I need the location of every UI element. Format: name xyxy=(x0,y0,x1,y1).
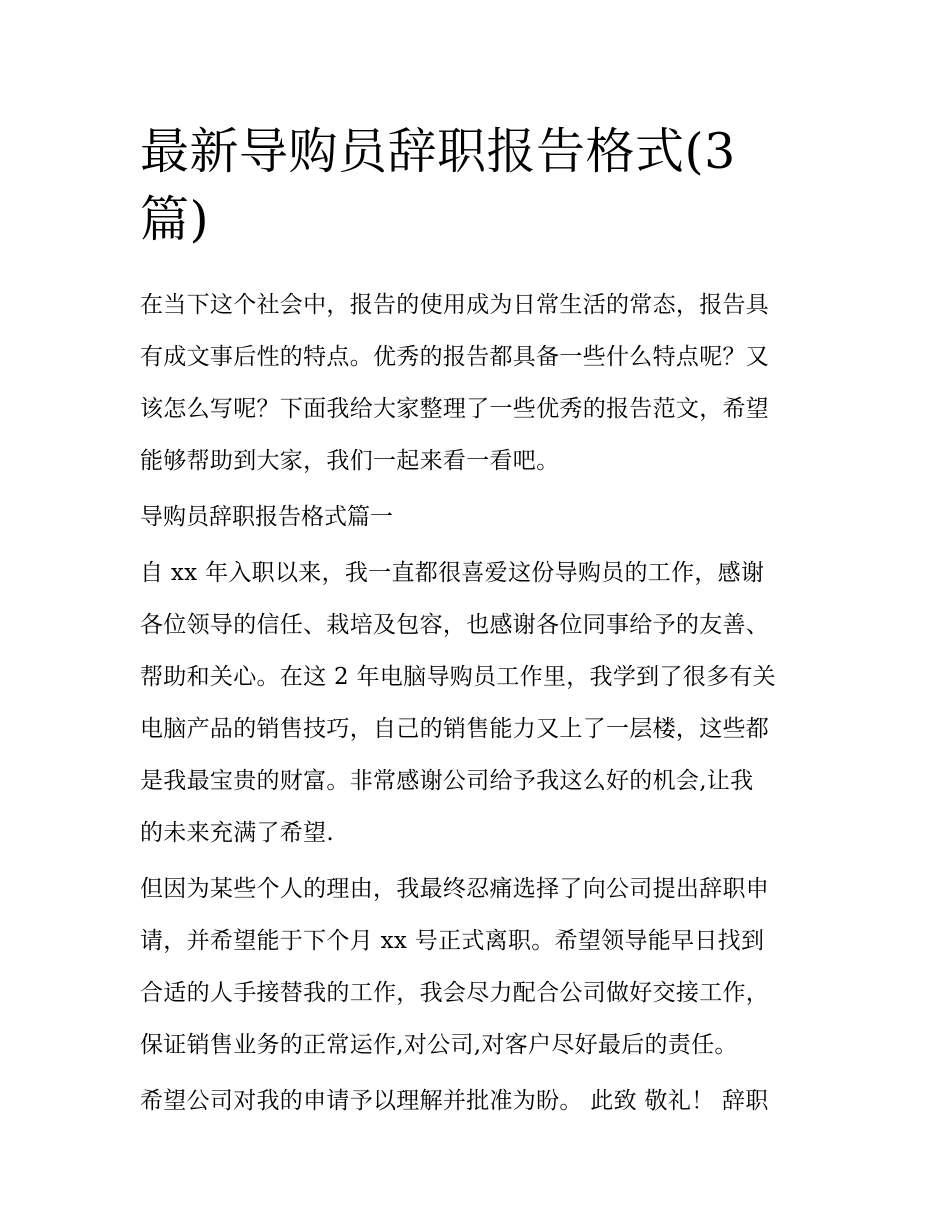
title-line: 篇) xyxy=(140,191,210,248)
text-line: 合适的人手接替我的工作，我会尽力配合公司做好交接工作， xyxy=(140,980,770,1006)
text-line: 自 xx 年入职以来，我一直都很喜爱这份导购员的工作，感谢 xyxy=(140,560,765,586)
body-paragraph xyxy=(140,1075,816,1127)
text-line: 但因为某些个人的理由，我最终忍痛选择了向公司提出辞职申 xyxy=(140,876,770,902)
section-heading: 导购员辞职报告格式篇一 xyxy=(140,504,393,530)
text-line: 电脑产品的销售技巧，自己的销售能力又上了一层楼，这些都 xyxy=(140,716,770,742)
body-paragraph xyxy=(140,863,816,1071)
text-line: 在当下这个社会中，报告的使用成为日常生活的常态，报告具 xyxy=(140,292,770,318)
text-line: 有成文事后性的特点。优秀的报告都具备一些什么特点呢？又 xyxy=(140,344,770,370)
text-line: 帮助和关心。在这 2 年电脑导购员工作里，我学到了很多有关 xyxy=(140,664,776,690)
body-paragraph xyxy=(140,547,816,859)
text-line: 请，并希望能于下个月 xx 号正式离职。希望领导能早日找到 xyxy=(140,928,765,954)
title-line: 最新导购员辞职报告格式(3 xyxy=(140,123,736,180)
text-line: 的未来充满了希望. xyxy=(140,820,335,846)
document-body xyxy=(140,279,816,1131)
text-line: 该怎么写呢？下面我给大家整理了一些优秀的报告范文，希望 xyxy=(140,396,770,422)
text-line: 保证销售业务的正常运作,对公司,对客户尽好最后的责任。 xyxy=(140,1032,738,1058)
intro-paragraph xyxy=(140,279,816,487)
text-line: 各位领导的信任、栽培及包容，也感谢各位同事给予的友善、 xyxy=(140,612,770,638)
document-title xyxy=(140,118,780,254)
text-line: 是我最宝贵的财富。非常感谢公司给予我这么好的机会,让我 xyxy=(140,768,754,794)
text-line: 希望公司对我的申请予以理解并批准为盼。 此致 敬礼！ 辞职 xyxy=(140,1088,769,1114)
text-line: 能够帮助到大家，我们一起来看一看吧。 xyxy=(140,448,560,474)
